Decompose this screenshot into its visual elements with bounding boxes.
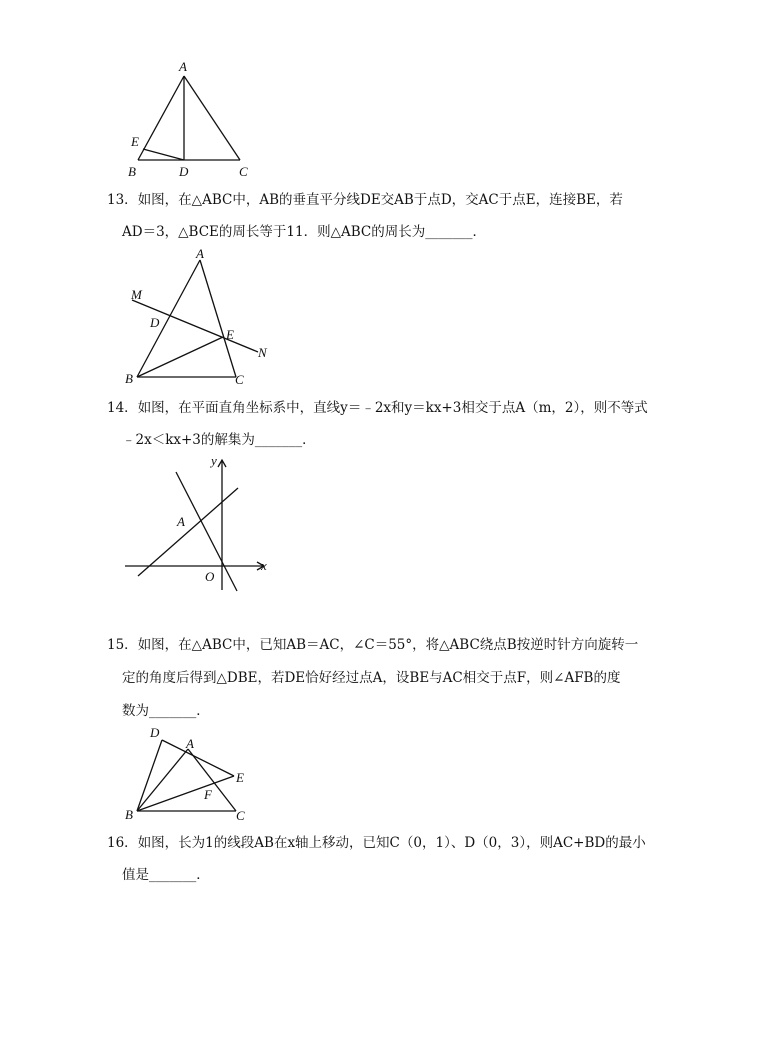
- question-15-line-1: [107, 635, 667, 655]
- label-y: y: [211, 453, 217, 468]
- question-13-line-1: [107, 190, 667, 210]
- label-C: C: [239, 164, 248, 179]
- figure-q14-svg: [120, 452, 280, 597]
- segment-AB: [137, 260, 200, 377]
- segment-AC: [200, 260, 236, 377]
- figure-q15-svg: [122, 724, 262, 824]
- question-text: 如图，在△ABC中，AB的垂直平分线DE交AB于点D，交AC于点E，连接BE，若: [137, 192, 623, 208]
- question-16-line-1: [107, 833, 667, 853]
- label-B: B: [125, 807, 133, 822]
- question-16: [107, 833, 667, 885]
- label-A: A: [179, 59, 187, 74]
- label-E: E: [236, 770, 244, 785]
- question-number: 13．: [107, 192, 138, 208]
- question-15: [107, 635, 667, 721]
- question-number: 16．: [107, 835, 138, 851]
- question-13: [107, 190, 667, 242]
- label-D: D: [150, 725, 160, 740]
- question-number: 14．: [107, 400, 138, 416]
- question-14-line-2: ﹣2x＜kx+3的解集为_______．: [122, 432, 316, 448]
- question-number: 15．: [107, 637, 138, 653]
- segment-ED: [143, 149, 184, 160]
- label-E: E: [226, 327, 234, 342]
- figure-q12-triangle: [125, 58, 265, 183]
- label-O: O: [205, 569, 215, 584]
- segment-AC: [184, 76, 240, 160]
- segment-DE: [162, 740, 234, 776]
- label-A: A: [196, 246, 204, 261]
- figure-q12-svg: [125, 58, 265, 183]
- question-14-line-1: [107, 398, 667, 418]
- figure-q13-triangle: [122, 244, 282, 389]
- segment-AC: [188, 749, 236, 811]
- label-M: M: [131, 287, 142, 302]
- label-B: B: [128, 164, 136, 179]
- figure-q14-coordinate-plane: [120, 452, 280, 597]
- figure-q13-svg: [122, 244, 282, 389]
- label-x: x: [261, 558, 267, 573]
- question-text: 如图，长为1的线段AB在x轴上移动，已知C（0，1）、D（0，3），则AC+BD的最小: [137, 835, 646, 851]
- label-C: C: [235, 372, 244, 387]
- question-15-line-2: 定的角度后得到△DBE，若DE恰好经过点A，设BE与AC相交于点F，则∠AFB的度: [122, 670, 621, 686]
- label-D: D: [179, 164, 189, 179]
- label-B: B: [125, 371, 133, 386]
- label-A: A: [186, 736, 194, 751]
- segment-DB: [137, 740, 162, 811]
- question-16-line-2: 值是_______．: [122, 867, 210, 883]
- label-C: C: [236, 808, 245, 823]
- label-E: E: [131, 134, 139, 149]
- question-15-line-3: 数为_______．: [122, 703, 210, 719]
- question-text: 如图，在平面直角坐标系中，直线y＝﹣2x和y＝kx+3相交于点A（m，2），则不等式: [137, 400, 648, 416]
- segment-BE: [137, 337, 223, 377]
- label-N: N: [258, 345, 267, 360]
- question-14: [107, 398, 667, 450]
- question-text: 如图，在△ABC中，已知AB＝AC，∠C＝55°，将△ABC绕点B按逆时针方向旋转一: [137, 637, 639, 653]
- label-A: A: [177, 514, 185, 529]
- segment-AB: [138, 76, 184, 160]
- label-F: F: [204, 787, 212, 802]
- label-D: D: [150, 315, 160, 330]
- question-13-line-2: AD＝3，△BCE的周长等于11．则△ABC的周长为_______．: [122, 224, 486, 240]
- figure-q15-rotated-triangles: [122, 724, 262, 824]
